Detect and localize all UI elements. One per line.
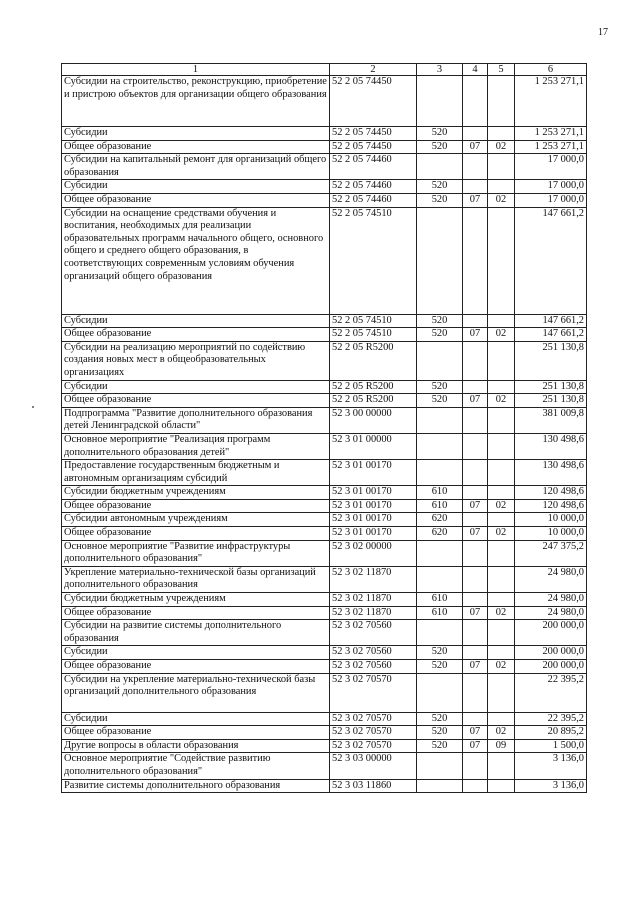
table-row bbox=[62, 540, 587, 566]
row-code: 52 3 02 70570 bbox=[330, 673, 417, 712]
row-amount: 3 136,0 bbox=[515, 753, 587, 779]
row-section: 07 bbox=[463, 606, 488, 620]
row-expense-type: 520 bbox=[417, 726, 463, 740]
row-amount: 10 000,0 bbox=[515, 513, 587, 527]
row-section bbox=[463, 646, 488, 660]
row-code: 52 2 05 74460 bbox=[330, 180, 417, 194]
row-amount: 251 130,8 bbox=[515, 380, 587, 394]
row-name: Общее образование bbox=[62, 328, 330, 342]
row-expense-type: 520 bbox=[417, 394, 463, 408]
row-amount: 120 498,6 bbox=[515, 499, 587, 513]
table-row bbox=[62, 76, 587, 127]
table-row bbox=[62, 180, 587, 194]
row-subsection: 02 bbox=[488, 726, 515, 740]
row-subsection: 09 bbox=[488, 739, 515, 753]
row-name: Общее образование bbox=[62, 660, 330, 674]
row-name: Укрепление материально-технической базы организаций дополнительного образования bbox=[62, 566, 330, 592]
row-amount: 147 661,2 bbox=[515, 328, 587, 342]
row-section bbox=[463, 207, 488, 314]
table-row bbox=[62, 341, 587, 380]
row-section bbox=[463, 127, 488, 141]
row-section: 07 bbox=[463, 328, 488, 342]
row-name: Субсидии bbox=[62, 127, 330, 141]
row-code: 52 3 02 70560 bbox=[330, 646, 417, 660]
row-code: 52 3 02 70570 bbox=[330, 726, 417, 740]
row-section bbox=[463, 593, 488, 607]
header-col-2: 2 bbox=[330, 64, 417, 76]
row-section bbox=[463, 779, 488, 793]
row-code: 52 3 02 70570 bbox=[330, 712, 417, 726]
row-section bbox=[463, 566, 488, 592]
table-row bbox=[62, 739, 587, 753]
row-amount: 247 375,2 bbox=[515, 540, 587, 566]
table-row bbox=[62, 433, 587, 459]
row-amount: 17 000,0 bbox=[515, 180, 587, 194]
table-body bbox=[62, 76, 587, 793]
row-section bbox=[463, 753, 488, 779]
row-amount: 1 253 271,1 bbox=[515, 140, 587, 154]
row-amount: 3 136,0 bbox=[515, 779, 587, 793]
row-amount: 200 000,0 bbox=[515, 660, 587, 674]
row-amount: 120 498,6 bbox=[515, 486, 587, 500]
row-name: Общее образование bbox=[62, 499, 330, 513]
row-subsection bbox=[488, 407, 515, 433]
scan-speck bbox=[32, 406, 34, 408]
row-name: Субсидии бюджетным учреждениям bbox=[62, 486, 330, 500]
table-row bbox=[62, 314, 587, 328]
header-col-5: 5 bbox=[488, 64, 515, 76]
row-subsection bbox=[488, 180, 515, 194]
row-amount: 24 980,0 bbox=[515, 606, 587, 620]
row-amount: 147 661,2 bbox=[515, 207, 587, 314]
row-amount: 22 395,2 bbox=[515, 712, 587, 726]
row-name: Субсидии bbox=[62, 646, 330, 660]
row-subsection: 02 bbox=[488, 499, 515, 513]
table-row bbox=[62, 566, 587, 592]
row-subsection: 02 bbox=[488, 394, 515, 408]
row-amount: 251 130,8 bbox=[515, 394, 587, 408]
row-expense-type: 520 bbox=[417, 380, 463, 394]
table-row bbox=[62, 394, 587, 408]
row-amount: 20 895,2 bbox=[515, 726, 587, 740]
row-code: 52 3 01 00170 bbox=[330, 486, 417, 500]
row-expense-type: 520 bbox=[417, 328, 463, 342]
row-subsection bbox=[488, 540, 515, 566]
row-code: 52 3 02 11870 bbox=[330, 606, 417, 620]
row-code: 52 2 05 74510 bbox=[330, 328, 417, 342]
table-row bbox=[62, 380, 587, 394]
row-section: 07 bbox=[463, 394, 488, 408]
row-subsection: 02 bbox=[488, 140, 515, 154]
row-name: Субсидии на оснащение средствами обучения и воспитания, необходимых для реализации образовательных программ начального общего, основного общего и среднего общего образования, в соответствующих современным условиям обучения организаций общего образования bbox=[62, 207, 330, 314]
row-code: 52 3 02 70560 bbox=[330, 620, 417, 646]
row-code: 52 3 00 00000 bbox=[330, 407, 417, 433]
row-section bbox=[463, 513, 488, 527]
row-expense-type: 520 bbox=[417, 314, 463, 328]
row-subsection bbox=[488, 779, 515, 793]
row-expense-type: 610 bbox=[417, 486, 463, 500]
row-code: 52 2 05 74510 bbox=[330, 207, 417, 314]
table-row bbox=[62, 646, 587, 660]
table-row bbox=[62, 207, 587, 314]
table-row bbox=[62, 140, 587, 154]
row-code: 52 3 01 00170 bbox=[330, 460, 417, 486]
row-amount: 130 498,6 bbox=[515, 433, 587, 459]
row-subsection bbox=[488, 566, 515, 592]
row-expense-type bbox=[417, 341, 463, 380]
row-subsection bbox=[488, 314, 515, 328]
row-expense-type: 520 bbox=[417, 712, 463, 726]
row-subsection: 02 bbox=[488, 328, 515, 342]
row-section: 07 bbox=[463, 527, 488, 541]
row-name: Субсидии бюджетным учреждениям bbox=[62, 593, 330, 607]
row-subsection bbox=[488, 380, 515, 394]
row-section bbox=[463, 433, 488, 459]
row-section: 07 bbox=[463, 499, 488, 513]
row-subsection: 02 bbox=[488, 527, 515, 541]
row-amount: 1 500,0 bbox=[515, 739, 587, 753]
row-expense-type: 620 bbox=[417, 513, 463, 527]
row-subsection bbox=[488, 486, 515, 500]
row-expense-type bbox=[417, 154, 463, 180]
row-expense-type bbox=[417, 566, 463, 592]
row-section bbox=[463, 314, 488, 328]
row-subsection: 02 bbox=[488, 606, 515, 620]
row-subsection bbox=[488, 646, 515, 660]
row-name: Субсидии bbox=[62, 712, 330, 726]
row-expense-type bbox=[417, 207, 463, 314]
row-name: Субсидии на реализацию мероприятий по содействию создания новых мест в общеобразовательных организациях bbox=[62, 341, 330, 380]
row-name: Субсидии bbox=[62, 180, 330, 194]
table-row bbox=[62, 407, 587, 433]
row-amount: 381 009,8 bbox=[515, 407, 587, 433]
row-section bbox=[463, 341, 488, 380]
table-row bbox=[62, 486, 587, 500]
row-name: Субсидии на развитие системы дополнительного образования bbox=[62, 620, 330, 646]
row-name: Общее образование bbox=[62, 394, 330, 408]
row-section: 07 bbox=[463, 140, 488, 154]
row-code: 52 2 05 R5200 bbox=[330, 341, 417, 380]
row-subsection bbox=[488, 127, 515, 141]
row-amount: 200 000,0 bbox=[515, 646, 587, 660]
row-section bbox=[463, 673, 488, 712]
row-subsection bbox=[488, 76, 515, 127]
row-amount: 10 000,0 bbox=[515, 527, 587, 541]
row-amount: 200 000,0 bbox=[515, 620, 587, 646]
row-expense-type: 520 bbox=[417, 180, 463, 194]
row-name: Подпрограмма "Развитие дополнительного образования детей Ленинградской области" bbox=[62, 407, 330, 433]
row-name: Общее образование bbox=[62, 527, 330, 541]
row-section bbox=[463, 486, 488, 500]
row-code: 52 2 05 74450 bbox=[330, 127, 417, 141]
row-expense-type bbox=[417, 76, 463, 127]
row-name: Предоставление государственным бюджетным и автономным организациям субсидий bbox=[62, 460, 330, 486]
row-name: Общее образование bbox=[62, 140, 330, 154]
row-expense-type: 610 bbox=[417, 499, 463, 513]
row-amount: 24 980,0 bbox=[515, 593, 587, 607]
row-subsection: 02 bbox=[488, 193, 515, 207]
row-code: 52 2 05 R5200 bbox=[330, 380, 417, 394]
row-code: 52 3 03 00000 bbox=[330, 753, 417, 779]
row-section bbox=[463, 154, 488, 180]
row-code: 52 3 01 00170 bbox=[330, 513, 417, 527]
row-name: Субсидии на укрепление материально-технической базы организаций дополнительного образования bbox=[62, 673, 330, 712]
row-code: 52 3 02 70570 bbox=[330, 739, 417, 753]
table-row bbox=[62, 154, 587, 180]
row-name: Другие вопросы в области образования bbox=[62, 739, 330, 753]
row-expense-type: 610 bbox=[417, 606, 463, 620]
row-subsection bbox=[488, 433, 515, 459]
row-code: 52 2 05 74460 bbox=[330, 154, 417, 180]
row-subsection: 02 bbox=[488, 660, 515, 674]
row-name: Общее образование bbox=[62, 606, 330, 620]
row-subsection bbox=[488, 513, 515, 527]
row-amount: 1 253 271,1 bbox=[515, 127, 587, 141]
table-row bbox=[62, 499, 587, 513]
row-name: Субсидии на капитальный ремонт для организаций общего образования bbox=[62, 154, 330, 180]
row-name: Основное мероприятие "Развитие инфраструктуры дополнительного образования" bbox=[62, 540, 330, 566]
row-section bbox=[463, 620, 488, 646]
row-expense-type: 520 bbox=[417, 140, 463, 154]
table-row bbox=[62, 527, 587, 541]
row-code: 52 3 01 00170 bbox=[330, 527, 417, 541]
row-subsection bbox=[488, 460, 515, 486]
row-expense-type bbox=[417, 540, 463, 566]
row-expense-type: 520 bbox=[417, 660, 463, 674]
row-name: Субсидии на строительство, реконструкцию, приобретение и пристрою объектов для организации общего образования bbox=[62, 76, 330, 127]
row-code: 52 3 01 00000 bbox=[330, 433, 417, 459]
row-expense-type: 620 bbox=[417, 527, 463, 541]
row-subsection bbox=[488, 593, 515, 607]
row-code: 52 3 02 11870 bbox=[330, 593, 417, 607]
row-code: 52 3 02 00000 bbox=[330, 540, 417, 566]
table-row bbox=[62, 328, 587, 342]
row-amount: 147 661,2 bbox=[515, 314, 587, 328]
row-amount: 130 498,6 bbox=[515, 460, 587, 486]
row-section: 07 bbox=[463, 739, 488, 753]
row-section bbox=[463, 407, 488, 433]
row-section bbox=[463, 712, 488, 726]
table-row bbox=[62, 673, 587, 712]
row-code: 52 2 05 74450 bbox=[330, 140, 417, 154]
table-row bbox=[62, 779, 587, 793]
row-name: Развитие системы дополнительного образования bbox=[62, 779, 330, 793]
row-name: Основное мероприятие "Реализация программ дополнительного образования детей" bbox=[62, 433, 330, 459]
row-subsection bbox=[488, 154, 515, 180]
header-col-6: 6 bbox=[515, 64, 587, 76]
row-code: 52 2 05 74450 bbox=[330, 76, 417, 127]
row-name: Основное мероприятие "Содействие развитию дополнительного образования" bbox=[62, 753, 330, 779]
table-header-row bbox=[62, 64, 587, 76]
row-expense-type bbox=[417, 460, 463, 486]
row-name: Общее образование bbox=[62, 193, 330, 207]
row-expense-type: 520 bbox=[417, 127, 463, 141]
row-section bbox=[463, 76, 488, 127]
row-amount: 24 980,0 bbox=[515, 566, 587, 592]
row-subsection bbox=[488, 673, 515, 712]
row-section bbox=[463, 180, 488, 194]
row-subsection bbox=[488, 712, 515, 726]
row-amount: 1 253 271,1 bbox=[515, 76, 587, 127]
row-subsection bbox=[488, 207, 515, 314]
row-amount: 22 395,2 bbox=[515, 673, 587, 712]
header-col-1: 1 bbox=[62, 64, 330, 76]
table-row bbox=[62, 660, 587, 674]
header-col-4: 4 bbox=[463, 64, 488, 76]
table-row bbox=[62, 726, 587, 740]
row-amount: 251 130,8 bbox=[515, 341, 587, 380]
row-expense-type bbox=[417, 433, 463, 459]
row-amount: 17 000,0 bbox=[515, 193, 587, 207]
table-row bbox=[62, 193, 587, 207]
row-expense-type: 520 bbox=[417, 646, 463, 660]
row-name: Субсидии bbox=[62, 314, 330, 328]
row-code: 52 2 05 R5200 bbox=[330, 394, 417, 408]
row-expense-type bbox=[417, 673, 463, 712]
row-code: 52 3 03 11860 bbox=[330, 779, 417, 793]
row-subsection bbox=[488, 620, 515, 646]
row-subsection bbox=[488, 341, 515, 380]
table-row bbox=[62, 606, 587, 620]
row-name: Субсидии автономным учреждениям bbox=[62, 513, 330, 527]
header-col-3: 3 bbox=[417, 64, 463, 76]
table-row bbox=[62, 620, 587, 646]
row-code: 52 3 02 11870 bbox=[330, 566, 417, 592]
page-number: 17 bbox=[598, 27, 608, 38]
row-code: 52 2 05 74510 bbox=[330, 314, 417, 328]
row-name: Общее образование bbox=[62, 726, 330, 740]
row-expense-type bbox=[417, 407, 463, 433]
row-code: 52 3 02 70560 bbox=[330, 660, 417, 674]
row-expense-type bbox=[417, 779, 463, 793]
row-section bbox=[463, 540, 488, 566]
table-row bbox=[62, 460, 587, 486]
row-section: 07 bbox=[463, 660, 488, 674]
row-expense-type: 520 bbox=[417, 193, 463, 207]
table-row bbox=[62, 593, 587, 607]
row-code: 52 2 05 74460 bbox=[330, 193, 417, 207]
row-code: 52 3 01 00170 bbox=[330, 499, 417, 513]
row-amount: 17 000,0 bbox=[515, 154, 587, 180]
row-section: 07 bbox=[463, 193, 488, 207]
table-row bbox=[62, 513, 587, 527]
row-section bbox=[463, 460, 488, 486]
row-expense-type: 610 bbox=[417, 593, 463, 607]
row-subsection bbox=[488, 753, 515, 779]
row-expense-type bbox=[417, 620, 463, 646]
table-row bbox=[62, 753, 587, 779]
row-expense-type: 520 bbox=[417, 739, 463, 753]
table-row bbox=[62, 127, 587, 141]
row-expense-type bbox=[417, 753, 463, 779]
row-section bbox=[463, 380, 488, 394]
row-name: Субсидии bbox=[62, 380, 330, 394]
budget-table bbox=[61, 63, 587, 793]
table-row bbox=[62, 712, 587, 726]
row-section: 07 bbox=[463, 726, 488, 740]
